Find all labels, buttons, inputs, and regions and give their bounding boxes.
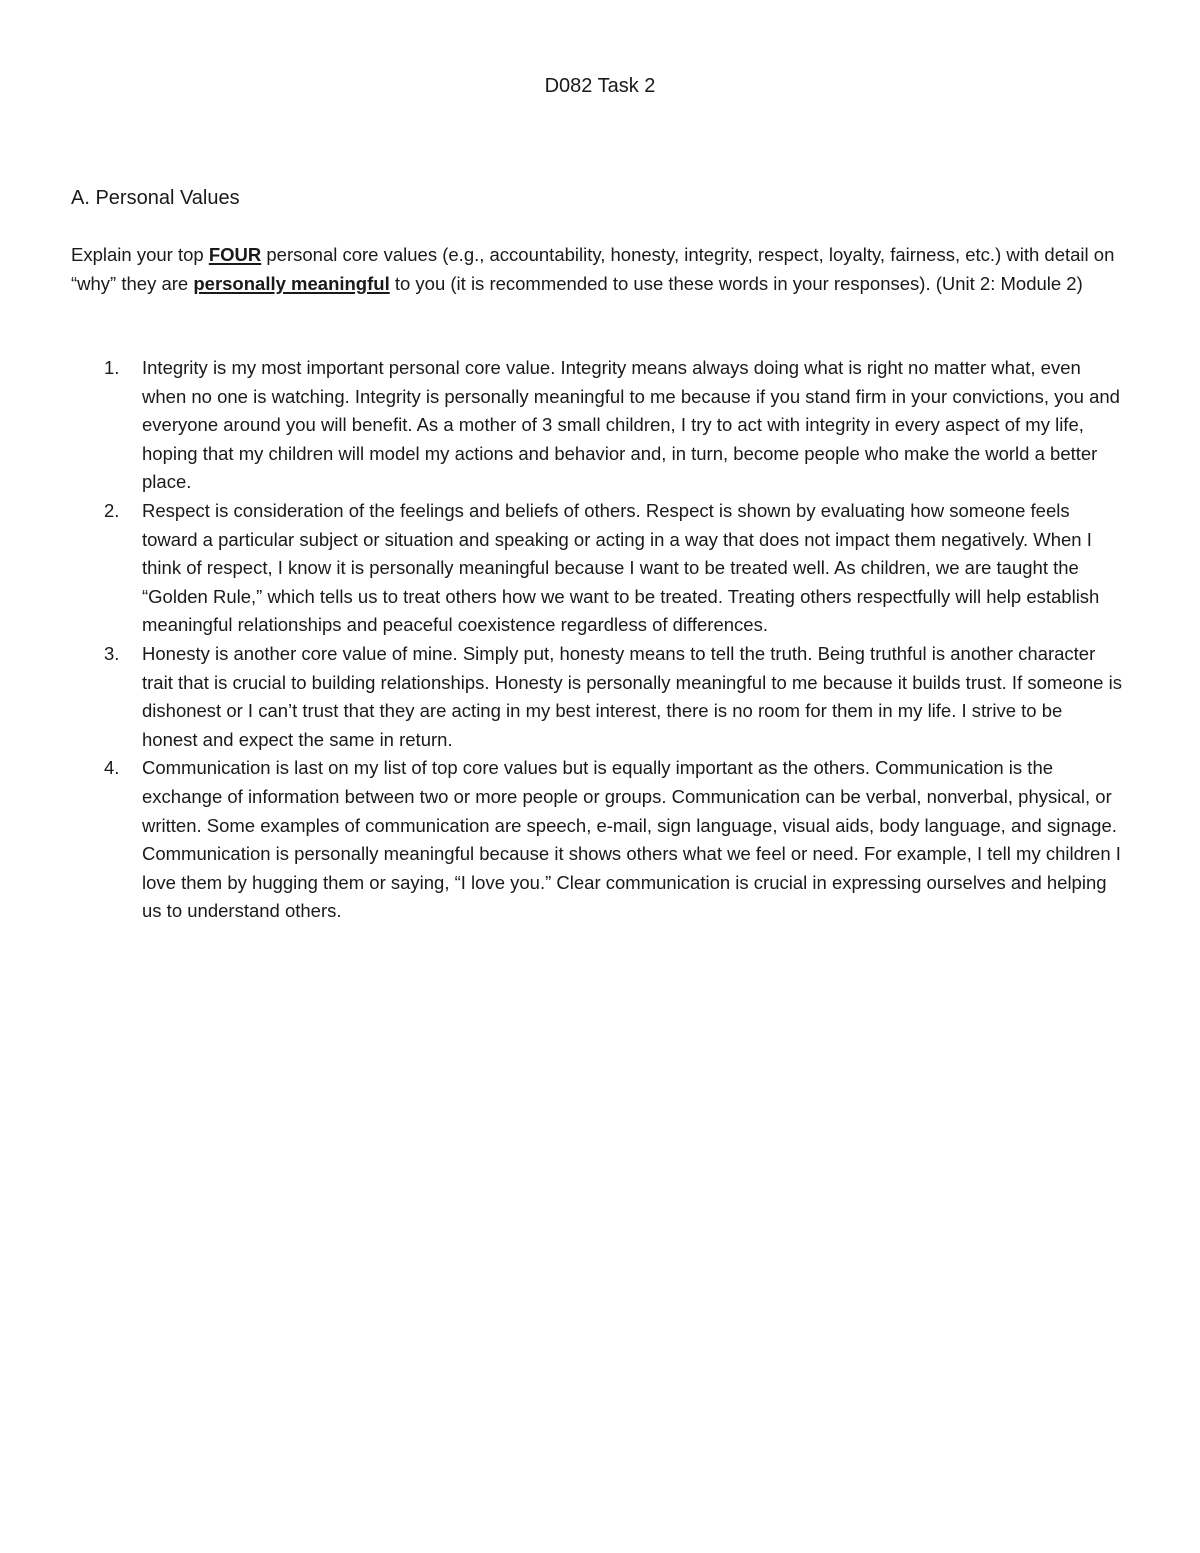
prompt-text-part2: personal core values (e.g., accountability, honesty, integrity, respect, loyalty, fairness, etc.) with detail on “why” they are	[71, 244, 1115, 294]
document-title: D082 Task 2	[544, 75, 656, 97]
core-values-list	[0, 354, 1200, 926]
list-item-honesty	[0, 640, 1122, 754]
list-item-communication	[0, 754, 1122, 926]
task-prompt	[71, 241, 1131, 298]
prompt-text-part3: to you (it is recommended to use these words in your responses). (Unit 2: Module 2)	[389, 272, 1083, 294]
prompt-text-part1: Explain your top	[71, 244, 209, 265]
list-item-respect	[0, 497, 1122, 640]
list-item-text: Honesty is another core value of mine. Simply put, honesty means to tell the truth. Being truthful is another character trait that is crucial to building relationships. Honesty is personally meaningful to me because it builds trust. If someone is dishonest or I can’t trust that they are acting in my best interest, there is no room for them in my life. I strive to be honest and expect the same in return.	[142, 642, 1122, 750]
list-item-number: 3.	[104, 642, 120, 664]
prompt-emphasis-four: FOUR	[208, 244, 262, 265]
section-heading: A. Personal Values	[71, 187, 240, 209]
prompt-emphasis-personally-meaningful: personally meaningful	[193, 272, 390, 294]
list-item-number: 4.	[104, 757, 120, 779]
list-item-text: Respect is consideration of the feelings and beliefs of others. Respect is shown by evaluating how someone feels toward a particular subject or situation and speaking or acting in a way that does not impact them negatively. When I think of respect, I know it is personally meaningful because I want to be treated well. As children, we are taught the “Golden Rule,” which tells us to treat others how we want to be treated. Treating others respectfully will help establish meaningful relationships and peaceful coexistence regardless of differences.	[142, 499, 1100, 636]
list-item-text: Communication is last on my list of top core values but is equally important as the others. Communication is the exchange of information between two or more people or groups. Communication can be verbal, nonverbal, physical, or written. Some examples of communication are speech, e-mail, sign language, visual aids, body language, and signage. Communication is personally meaningful because it shows others what we feel or need. For example, I tell my children I love them by hugging them or saying, “I love you.” Clear communication is crucial in expressing ourselves and helping us to understand others.	[142, 757, 1121, 922]
list-item-number: 2.	[104, 499, 120, 521]
list-item-text: Integrity is my most important personal core value. Integrity means always doing what is right no matter what, even when no one is watching. Integrity is personally meaningful to me because if you stand firm in your convictions, you and everyone around you will benefit. As a mother of 3 small children, I try to act with integrity in every aspect of my life, hoping that my children will model my actions and behavior and, in turn, become people who make the world a better place.	[142, 357, 1120, 493]
list-item-integrity	[0, 354, 1122, 497]
list-item-number: 1.	[104, 357, 120, 378]
